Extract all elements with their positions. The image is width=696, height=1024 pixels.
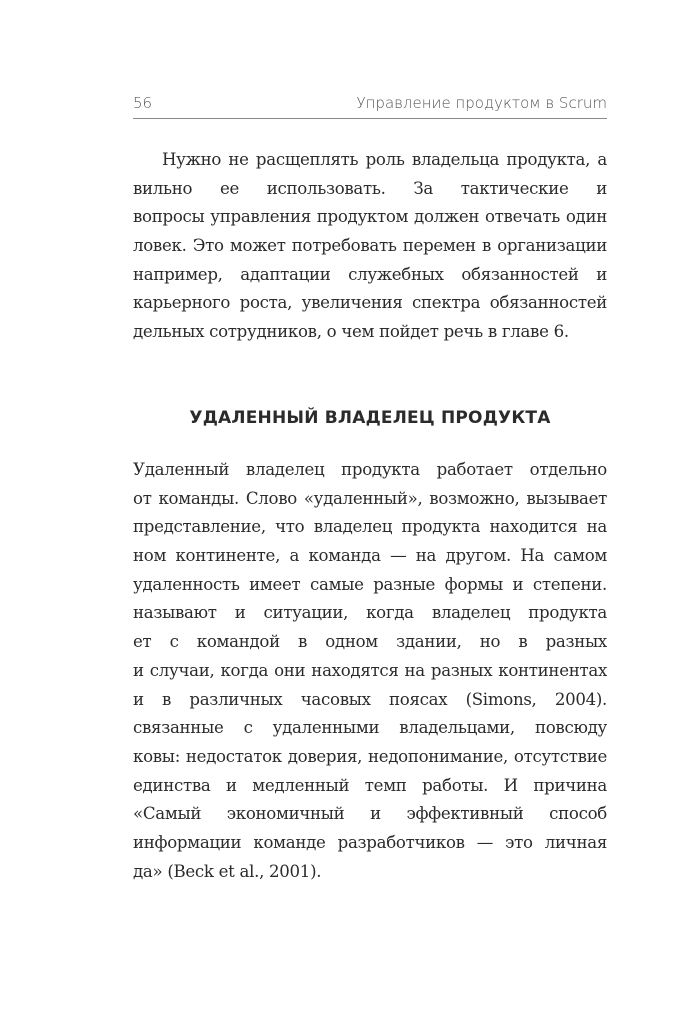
text-line: удаленность имеет самые разные формы и степени. — [133, 574, 607, 594]
section-heading: УДАЛЕННЫЙ ВЛАДЕЛЕЦ ПРОДУКТА — [189, 408, 551, 428]
page-number: 56 — [133, 94, 153, 112]
text-line: и в различных часовых поясах (Simons, 2004). — [133, 689, 607, 709]
text-line: и случаи, когда они находятся на разных континентах — [133, 660, 607, 680]
text-line: карьерного роста, увеличения спектра обязанностей — [133, 293, 607, 313]
text-line: ковы: недостаток доверия, недопонимание, отсутствие — [133, 746, 607, 766]
text-line: представление, что владелец продукта находится на — [133, 517, 607, 537]
text-line: да» (Beck et al., 2001). — [133, 861, 322, 881]
text-line: вильно ее использовать. За тактические и — [133, 178, 607, 198]
text-line: «Самый экономичный и эффективный способ — [133, 804, 607, 824]
text-line: связанные с удаленными владельцами, повсюду — [133, 718, 607, 738]
text-line: ет с командой в одном здании, но в разных — [133, 632, 607, 652]
text-line: например, адаптации служебных обязанностей и — [133, 264, 607, 284]
page-header — [133, 92, 607, 119]
text-line: ном континенте, а команда — на другом. На самом — [133, 546, 607, 566]
paragraph-2 — [133, 456, 607, 886]
text-line: дельных сотрудников, о чем пойдет речь в главе 6. — [133, 322, 569, 342]
text-line: вопросы управления продуктом должен отвечать один — [133, 207, 607, 227]
text-line: единства и медленный темп работы. И причина — [133, 775, 607, 795]
paragraph-1 — [133, 146, 607, 347]
running-title: Управление продуктом в Scrum — [356, 94, 607, 112]
text-line: от команды. Слово «удаленный», возможно, вызывает — [133, 488, 607, 508]
text-line: называют и ситуации, когда владелец продукта — [133, 603, 607, 623]
text-line: Нужно не расщеплять роль владельца продукта, а — [162, 150, 607, 169]
text-line: Удаленный владелец продукта работает отдельно — [133, 460, 607, 479]
text-line: информации команде разработчиков — это личная — [133, 832, 607, 852]
text-line: ловек. Это может потребовать перемен в организации — [133, 236, 607, 256]
